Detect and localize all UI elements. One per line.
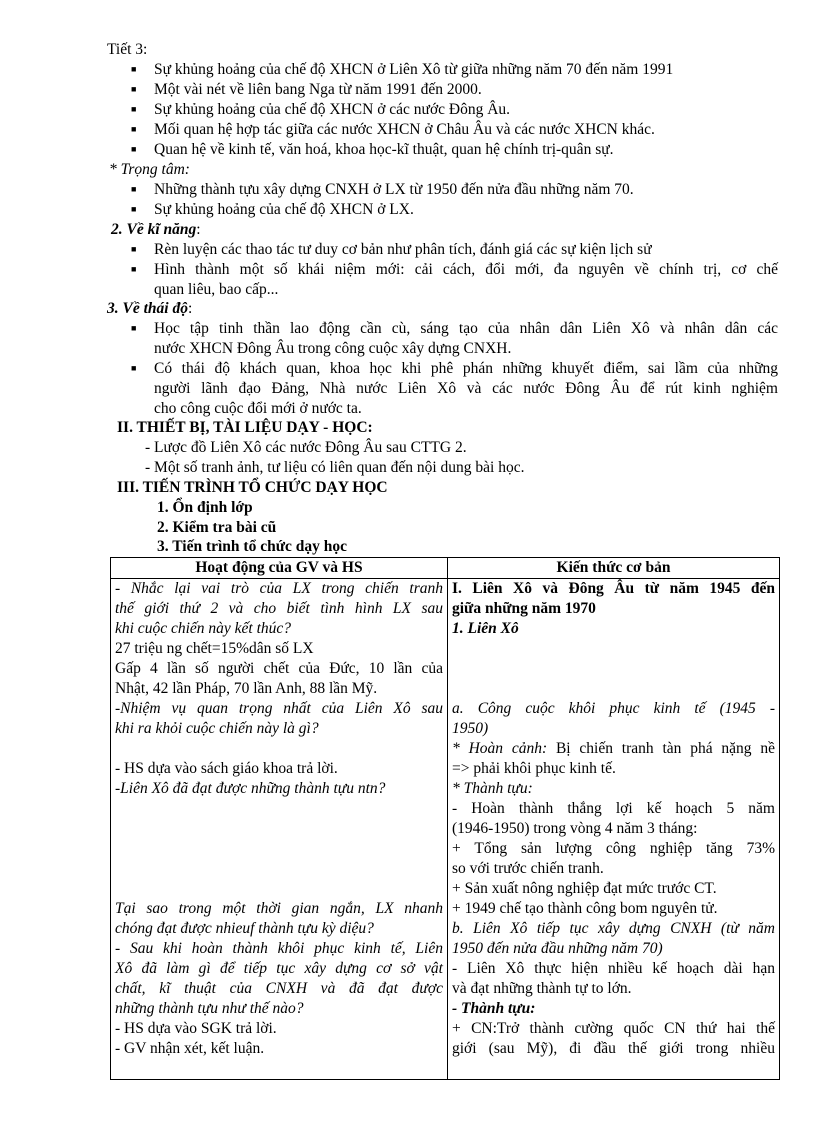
bullet-icon: ■: [131, 244, 137, 254]
list-item: Có thái độ khách quan, khoa học khi phê phán những khuyết điểm, sai lầm của những: [154, 360, 778, 377]
list-item: Rèn luyện các thao tác tư duy cơ bản như phân tích, đánh giá các sự kiện lịch sử: [154, 241, 652, 258]
question-text: những thành tựu như thế nào?: [115, 1000, 304, 1017]
subsection-title: b. Liên Xô tiếp tục xây dựng CNXH (từ năm: [452, 920, 775, 937]
spacer: [115, 859, 443, 879]
body-text: - Hoàn thành thắng lợi kế hoạch 5 năm: [452, 800, 775, 817]
list-item: Sự khủng hoảng của chế độ XHCN ở LX.: [154, 201, 414, 218]
list-item: nước XHCN Đông Âu trong công cuộc xây dựng CNXH.: [154, 340, 512, 357]
tien-trinh-heading: III. TIẾN TRÌNH TỔ CHỨC DẠY HỌC: [117, 479, 388, 496]
list-item: cho công cuộc đổi mới ở nước ta.: [154, 400, 362, 417]
body-text: * Hoàn cảnh: Bị chiến tranh tàn phá nặng nề: [452, 740, 775, 757]
question-text: -Liên Xô đã đạt được những thành tựu ntn?: [115, 780, 386, 797]
body-text: + Sản xuất nông nghiệp đạt mức trước CT.: [452, 880, 717, 897]
tien-trinh-step: 1. Ổn định lớp: [157, 499, 253, 516]
stat-text: Gấp 4 lần số người chết của Đức, 10 lần của: [115, 660, 443, 677]
list-item: Mối quan hệ hợp tác giữa các nước XHCN ở Châu Âu và các nước XHCN khác.: [154, 121, 655, 138]
section-title: I. Liên Xô và Đông Âu từ năm 1945 đến: [452, 580, 775, 597]
body-text: so với trước chiến tranh.: [452, 860, 604, 877]
spacer: [452, 639, 775, 659]
question-text: khi cuộc chiến này kết thúc?: [115, 620, 292, 637]
list-item: người lãnh đạo Đảng, Nhà nước Liên Xô và các nước Đông Âu để rút kinh nghiệm: [154, 380, 778, 397]
label-text: - Thành tựu:: [452, 1000, 536, 1017]
spacer: [115, 819, 443, 839]
body-text: giới (sau Mỹ), đi đầu thế giới trong nhiều: [452, 1040, 775, 1057]
bullet-icon: ■: [131, 363, 137, 373]
question-text: khi ra khỏi cuộc chiến này là gì?: [115, 720, 319, 737]
list-item: Sự khủng hoảng của chế độ XHCN ở các nước Đông Âu.: [154, 101, 511, 118]
body-text: => phải khôi phục kinh tế.: [452, 760, 616, 777]
subsection-title: a. Công cuộc khôi phục kinh tế (1945 -: [452, 700, 775, 717]
spacer: [115, 879, 443, 899]
thai-do-heading: 3. Về thái độ:: [107, 300, 193, 317]
body-text: - Liên Xô thực hiện nhiều kế hoạch dài hạn: [452, 960, 775, 977]
bullet-icon: ■: [131, 84, 137, 94]
spacer: [115, 739, 443, 759]
question-text: Tại sao trong một thời gian ngắn, LX nhanh: [115, 900, 443, 917]
question-text: - Nhắc lại vai trò của LX trong chiến tranh: [115, 580, 443, 597]
section-title: giữa những năm 1970: [452, 600, 596, 617]
stat-text: Nhật, 42 lần Pháp, 70 lần Anh, 88 lần Mỹ.: [115, 680, 378, 697]
col-header-knowledge: Kiến thức cơ bản: [448, 558, 780, 579]
subsection-title: 1950): [452, 720, 489, 737]
ki-nang-heading: 2. Về kĩ năng:: [111, 221, 201, 238]
activities-cell: [111, 579, 448, 1080]
spacer: [452, 679, 775, 699]
body-text: + CN:Trở thành cường quốc CN thứ hai thế: [452, 1020, 775, 1037]
question-text: -Nhiệm vụ quan trọng nhất của Liên Xô sau: [115, 700, 443, 717]
lesson-table: [110, 557, 780, 1080]
spacer: [115, 839, 443, 859]
label-text: * Thành tựu:: [452, 780, 533, 797]
bullet-icon: ■: [131, 264, 137, 274]
knowledge-cell: [448, 579, 780, 1080]
bullet-icon: ■: [131, 184, 137, 194]
table-header-row: [111, 558, 780, 579]
body-text: (1946-1950) trong vòng 4 năm 3 tháng:: [452, 820, 698, 837]
list-item: Một vài nét về liên bang Nga từ năm 1991 đến 2000.: [154, 81, 482, 98]
question-text: chóng đạt được nhieuf thành tựu kỳ diệu?: [115, 920, 374, 937]
thiet-bi-heading: II. THIẾT BỊ, TÀI LIỆU DẠY - HỌC:: [117, 419, 373, 436]
body-text: + Tổng sản lượng công nghiệp tăng 73%: [452, 840, 775, 857]
tiet3-heading: Tiết 3:: [107, 41, 148, 58]
list-item: Học tập tinh thần lao động cần cù, sáng tạo của nhân dân Liên Xô và nhân dân các: [154, 320, 778, 337]
stat-text: 27 triệu ng chết=15%dân số LX: [115, 640, 314, 657]
list-item: Hình thành một số khái niệm mới: cải cách, đổi mới, đa nguyên về chính trị, cơ chế: [154, 261, 778, 278]
list-item: Những thành tựu xây dựng CNXH ở LX từ 1950 đến nửa đầu những năm 70.: [154, 181, 634, 198]
bullet-icon: ■: [131, 64, 137, 74]
subsection-title: 1. Liên Xô: [452, 620, 519, 637]
body-text: + 1949 chế tạo thành công bom nguyên tử.: [452, 900, 718, 917]
trong-tam-heading: * Trọng tâm:: [109, 161, 190, 178]
question-text: Xô đã làm gì để tiếp tục xây dựng cơ sở vật: [115, 960, 443, 977]
list-item: quan liêu, bao cấp...: [154, 281, 279, 298]
tien-trinh-step: 2. Kiểm tra bài cũ: [157, 519, 277, 536]
question-text: thế giới thứ 2 và cho biết tình hình LX sau: [115, 600, 443, 617]
bullet-icon: ■: [131, 323, 137, 333]
body-text: và đạt những thành tự to lớn.: [452, 980, 632, 997]
list-item: Quan hệ về kinh tế, văn hoá, khoa học-kĩ thuật, quan hệ chính trị-quân sự.: [154, 141, 614, 158]
tien-trinh-step: 3. Tiến trình tổ chức dạy học: [157, 538, 348, 555]
col-header-activities: Hoạt động của GV và HS: [111, 558, 448, 579]
question-text: - Sau khi hoàn thành khôi phục kinh tế, Liên: [115, 940, 443, 957]
thiet-bi-item: - Một số tranh ảnh, tư liệu có liên quan đến nội dung bài học.: [145, 459, 525, 476]
thiet-bi-item: - Lược đồ Liên Xô các nước Đông Âu sau CTTG 2.: [145, 439, 467, 456]
question-text: chất, kĩ thuật của CNXH và đã đạt được: [115, 980, 443, 997]
spacer: [115, 799, 443, 819]
table-row: [111, 579, 780, 1080]
spacer: [452, 659, 775, 679]
list-item: Sự khủng hoảng của chế độ XHCN ở Liên Xô từ giữa những năm 70 đến năm 1991: [154, 61, 674, 78]
bullet-icon: ■: [131, 204, 137, 214]
bullet-icon: ■: [131, 124, 137, 134]
bullet-icon: ■: [131, 104, 137, 114]
bullet-icon: ■: [131, 144, 137, 154]
answer-text: - GV nhận xét, kết luận.: [115, 1040, 265, 1057]
answer-text: - HS dựa vào sách giáo khoa trả lời.: [115, 760, 338, 777]
answer-text: - HS dựa vào SGK trả lời.: [115, 1020, 277, 1037]
subsection-title: 1950 đến nửa đầu những năm 70): [452, 940, 663, 957]
